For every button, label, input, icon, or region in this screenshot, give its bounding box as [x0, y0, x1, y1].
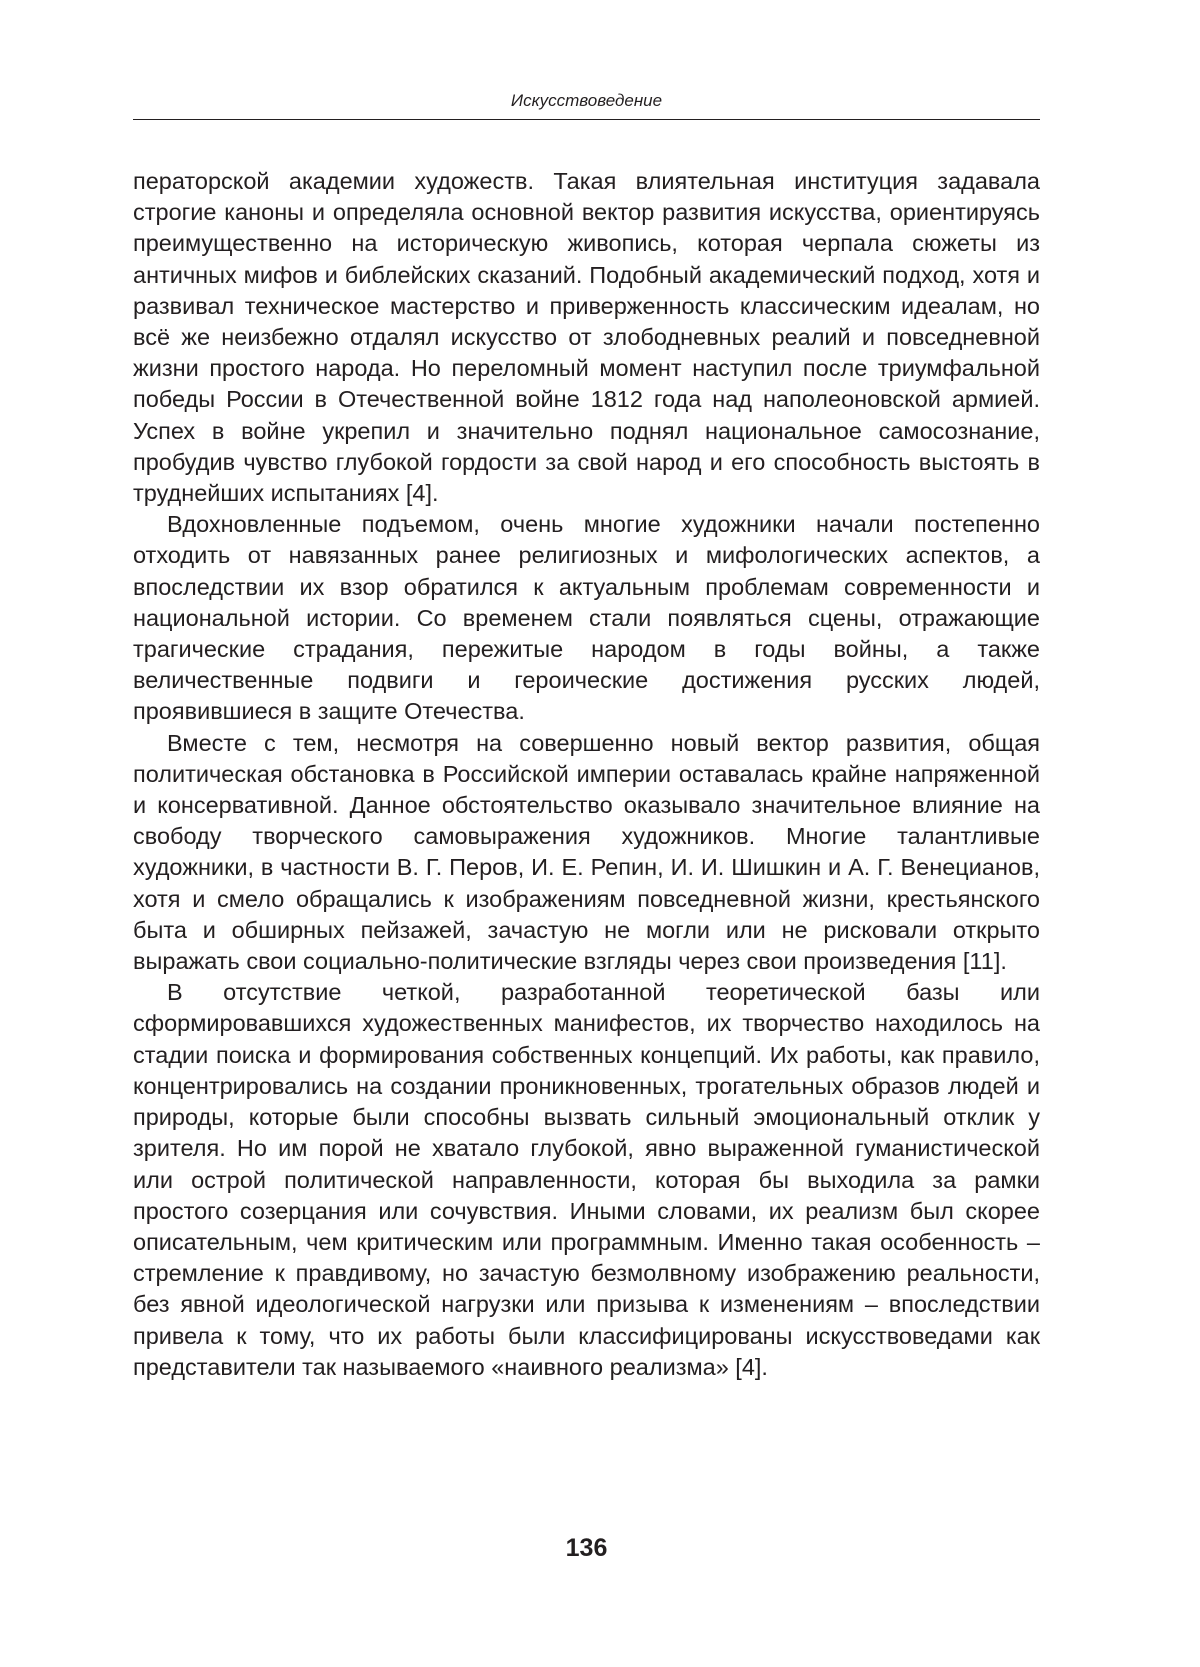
page-number: 136 [565, 1534, 608, 1562]
paragraph-1: ператорской академии художеств. Такая влиятельная институция задавала строгие каноны и определяла основной вектор развития искусства, ориентируясь преимущественно на историческую живопись, которая черпала сюжеты из античных мифов и библейских сказаний. Подобный академический подход, хотя и развивал техническое мастерство и приверженность классическим идеалам, но всё же неизбежно отдалял искусство от злободневных реалий и повседневной жизни простого народа. Но переломный момент наступил после триумфальной победы России в Отечественной войне 1812 года над наполеоновской армией. Успех в войне укрепил и значительно поднял национальное самосознание, пробудив чувство глубокой гордости за свой народ и его способность выстоять в труднейших испытаниях [4]. [133, 168, 1040, 507]
paragraph-4: В отсутствие четкой, разработанной теоретической базы или сформировавшихся художественных манифестов, их творчество находилось на стадии поиска и формирования собственных концепций. Их работы, как правило, концентрировались на создании проникновенных, трогательных образов людей и природы, которые были способны вызвать сильный эмоциональный отклик у зрителя. Но им порой не хватало глубокой, явно выраженной гуманистической или острой политической направленности, которая бы выходила за рамки простого созерцания или сочувствия. Иными словами, их реализм был скорее описательным, чем критическим или программным. Именно такая особенность – стремление к правдивому, но зачастую безмолвному изображению реальности, без явной идеологической нагрузки или призыва к изменениям – впоследствии привела к тому, что их работы были классифицированы искусствоведами как представители так называемого «наивного реализма» [4]. [133, 979, 1040, 1380]
header-rule [133, 119, 1040, 120]
paragraph-2: Вдохновленные подъемом, очень многие художники начали постепенно отходить от навязанных ранее религиозных и мифологических аспектов, а впоследствии их взор обратился к актуальным проблемам современности и национальной истории. Со временем стали появляться сцены, отражающие трагические страдания, пережитые народом в годы войны, а также величественные подвиги и героические достижения русских людей, проявившиеся в защите Отечества. [133, 511, 1040, 725]
body-text [133, 166, 1040, 1383]
running-header-title: Искусствоведение [510, 91, 663, 110]
paragraph-3: Вместе с тем, несмотря на совершенно новый вектор развития, общая политическая обстановка в Российской империи оставалась крайне напряженной и консервативной. Данное обстоятельство оказывало значительное влияние на свободу творческого самовыражения художников. Многие талантливые художники, в частности В. Г. Перов, И. Е. Репин, И. И. Шишкин и А. Г. Венецианов, хотя и смело обращались к изображениям повседневной жизни, крестьянского быта и обширных пейзажей, зачастую не могли или не рисковали открыто выражать свои социально-политические взгляды через свои произведения [11]. [133, 729, 1040, 975]
